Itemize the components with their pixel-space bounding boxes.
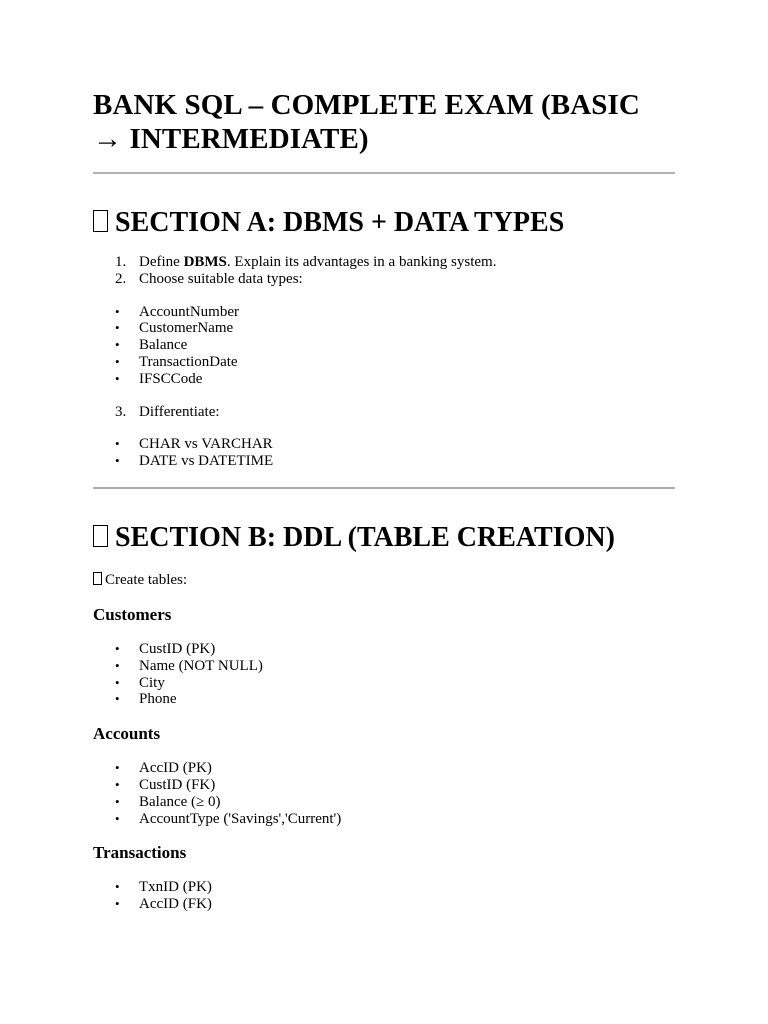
differentiate-list	[93, 436, 675, 470]
question-1-prefix: Define	[139, 254, 184, 270]
document-title: BANK SQL – COMPLETE EXAM (BASIC → INTERMEDIATE)	[93, 89, 640, 155]
list-item: • AccountType ('Savings','Current')	[93, 811, 675, 828]
list-item: • CustID (FK)	[93, 777, 675, 794]
list-item: • City	[93, 675, 675, 692]
question-1	[93, 254, 675, 271]
section-a-question-3	[93, 404, 675, 421]
list-item: • DATE vs DATETIME	[93, 453, 675, 470]
section-b-heading	[93, 521, 675, 555]
list-item: • AccID (FK)	[93, 896, 675, 913]
data-types-list	[93, 304, 675, 388]
list-item: • Balance (≥ 0)	[93, 794, 675, 811]
question-3-text: Differentiate:	[139, 403, 220, 420]
question-2-text: Choose suitable data types:	[139, 270, 303, 287]
question-number: 2.	[115, 270, 127, 287]
section-a-heading-text: SECTION A: DBMS + DATA TYPES	[115, 207, 565, 238]
section-b-heading-text: SECTION B: DDL (TABLE CREATION)	[115, 521, 615, 553]
list-item: • TxnID (PK)	[93, 879, 675, 896]
section-a-heading	[93, 206, 675, 240]
question-1-bold-term: DBMS	[183, 254, 227, 270]
list-item: • IFSCCode	[93, 371, 675, 388]
list-item: • AccountNumber	[93, 304, 675, 321]
customers-fields-list	[93, 641, 675, 708]
divider	[93, 172, 675, 174]
missing-glyph-icon	[93, 525, 108, 547]
question-1-suffix: . Explain its advantages in a banking system.	[226, 254, 497, 270]
list-item: • Name (NOT NULL)	[93, 658, 675, 675]
customers-table-title: Customers	[93, 604, 172, 624]
list-item: • CustomerName	[93, 320, 675, 337]
accounts-table-title: Accounts	[93, 724, 161, 744]
list-item: • CustID (PK)	[93, 641, 675, 658]
transactions-fields-list	[93, 879, 675, 913]
question-3	[93, 404, 675, 421]
list-item: • Balance	[93, 337, 675, 354]
list-item: • AccID (PK)	[93, 760, 675, 777]
question-2	[93, 271, 675, 288]
section-a-questions-1-2	[93, 254, 675, 288]
section-b-intro	[93, 572, 675, 589]
list-item: • Phone	[93, 691, 675, 708]
list-item: • TransactionDate	[93, 354, 675, 371]
missing-glyph-icon	[93, 572, 102, 585]
list-item: • CHAR vs VARCHAR	[93, 436, 675, 453]
transactions-table-title: Transactions	[93, 843, 187, 863]
section-b-intro-text: Create tables:	[105, 571, 188, 588]
question-number: 1.	[115, 254, 127, 270]
divider	[93, 487, 675, 489]
question-number: 3.	[115, 403, 127, 420]
accounts-fields-list	[93, 760, 675, 827]
missing-glyph-icon	[93, 210, 108, 232]
